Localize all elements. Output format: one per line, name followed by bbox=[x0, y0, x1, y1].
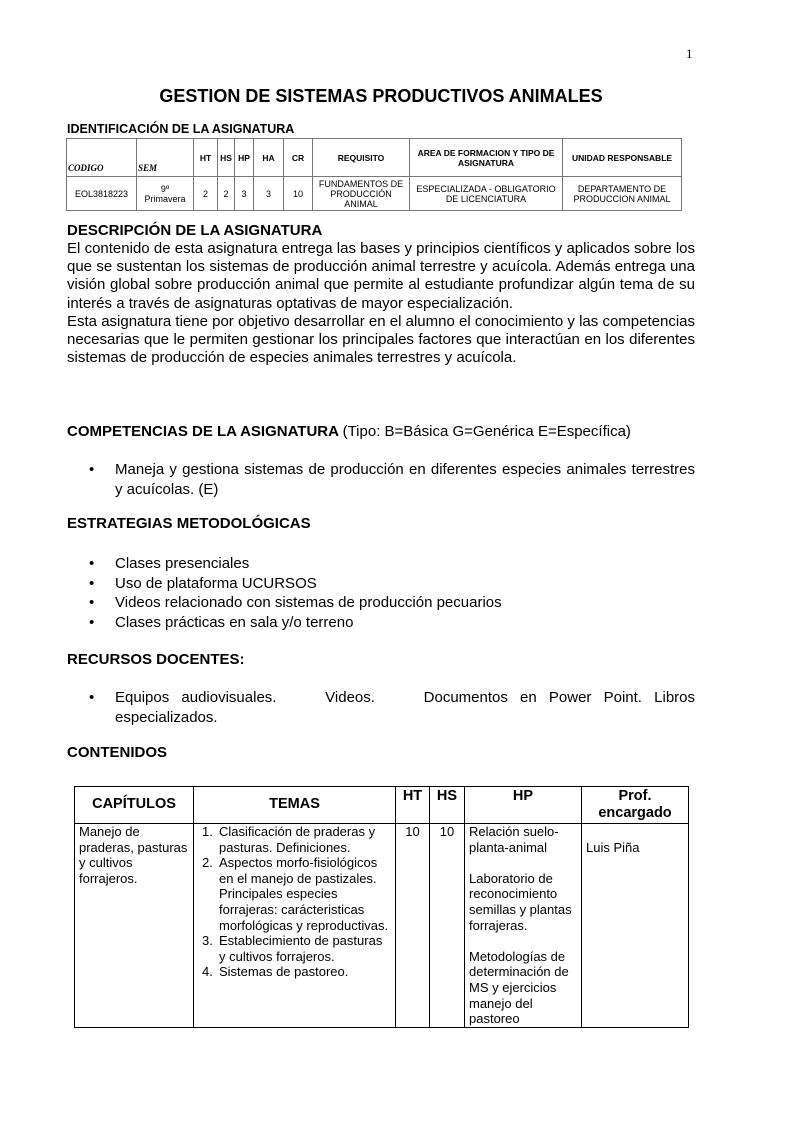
cell-hs: 10 bbox=[430, 824, 465, 1028]
list-item bbox=[67, 460, 695, 499]
col-ht: HT bbox=[396, 787, 430, 824]
competencias-heading bbox=[67, 423, 631, 440]
competencias-title: COMPETENCIAS DE LA ASIGNATURA bbox=[67, 423, 339, 440]
document-title: GESTION DE SISTEMAS PRODUCTIVOS ANIMALES bbox=[159, 86, 603, 106]
recursos-list bbox=[67, 688, 700, 727]
hp-item: Metodologías de determinación de MS y ejercicios manejo del pastoreo bbox=[469, 948, 569, 1027]
col-sem: SEM bbox=[137, 139, 194, 177]
list-item-text: Videos relacionado con sistemas de producción pecuarios bbox=[115, 594, 502, 611]
list-item-text: Clases prácticas en sala y/o terreno bbox=[115, 613, 354, 631]
cell-sem-name: Primavera bbox=[144, 193, 186, 204]
bullet-icon: • bbox=[89, 461, 95, 478]
list-item-text: Maneja y gestiona sistemas de producción en diferentes especies animales terrestres y acuícolas. (E) bbox=[115, 461, 695, 498]
list-item-text: Clasificación de praderas y pasturas. Definiciones. bbox=[219, 824, 376, 855]
list-item bbox=[67, 593, 695, 613]
list-item-text: Aspectos morfo-fisiológicos en el manejo de pastizales. Principales especies forrajeras: carácteristicas morfológicas y reproductivas. bbox=[219, 855, 389, 933]
list-item bbox=[67, 688, 700, 727]
bullet-icon: • bbox=[89, 574, 95, 592]
bullet-icon: • bbox=[89, 594, 95, 611]
cell-codigo: EOL3818223 bbox=[67, 177, 137, 211]
cell-hp bbox=[465, 824, 582, 1028]
list-item-text: Establecimiento de pasturas y cultivos forrajeros. bbox=[219, 933, 383, 964]
competencias-tipo: (Tipo: B=Básica G=Genérica E=Específica) bbox=[342, 423, 631, 440]
contenidos-table bbox=[74, 786, 689, 1028]
list-item bbox=[67, 574, 695, 594]
col-hp: HP bbox=[235, 139, 254, 177]
col-hs: HS bbox=[218, 139, 235, 177]
cell-sem bbox=[137, 177, 194, 211]
contenidos-heading: CONTENIDOS bbox=[67, 744, 168, 761]
col-hs: HS bbox=[430, 787, 465, 824]
list-item: 3. Establecimiento de pasturas y cultivos forrajeros. bbox=[202, 933, 383, 964]
list-item bbox=[67, 554, 695, 574]
list-item-text: Clases presenciales bbox=[115, 555, 250, 572]
cell-capitulo: Manejo de praderas, pasturas y cultivos forrajeros. bbox=[75, 824, 194, 1028]
col-unidad: UNIDAD RESPONSABLE bbox=[563, 139, 682, 177]
recursos-heading: RECURSOS DOCENTES: bbox=[67, 651, 245, 668]
list-item-text: Sistemas de pastoreo. bbox=[219, 964, 349, 980]
list-item-text: Uso de plataforma UCURSOS bbox=[115, 574, 317, 592]
descripcion-paragraph: Esta asignatura tiene por objetivo desarrollar en el alumno el conocimiento y las competencias necesarias que le permiten gestionar los principales factores que interactúan en los diferentes sistemas de producción de especies animales terrestres y acuícola. bbox=[67, 312, 695, 367]
cell-cr: 10 bbox=[284, 177, 313, 211]
col-capitulos: CAPÍTULOS bbox=[75, 787, 194, 824]
cell-ht: 2 bbox=[194, 177, 218, 211]
col-ha: HA bbox=[254, 139, 284, 177]
cell-area: ESPECIALIZADA - OBLIGATORIO DE LICENCIATURA bbox=[410, 177, 563, 211]
col-cr: CR bbox=[284, 139, 313, 177]
prof-name: Luis Piña bbox=[586, 839, 640, 855]
bullet-icon: • bbox=[89, 613, 95, 631]
col-requisito: REQUISITO bbox=[313, 139, 410, 177]
hp-item: Laboratorio de reconocimiento semillas y plantas forrajeras. bbox=[469, 870, 572, 933]
cell-unidad: DEPARTAMENTO DE PRODUCCION ANIMAL bbox=[563, 177, 682, 211]
competencias-list bbox=[67, 460, 695, 499]
list-item: 1. Clasificación de praderas y pasturas. Definiciones. bbox=[202, 824, 376, 855]
table-row bbox=[75, 824, 689, 1028]
estrategias-list bbox=[67, 554, 695, 632]
cell-hp: 3 bbox=[235, 177, 254, 211]
descripcion-heading: DESCRIPCIÓN DE LA ASIGNATURA bbox=[67, 222, 323, 239]
page-number: 1 bbox=[686, 46, 693, 61]
cell-hs: 2 bbox=[218, 177, 235, 211]
identificacion-table bbox=[66, 138, 682, 211]
cell-ht: 10 bbox=[396, 824, 430, 1028]
hp-item: Relación suelo-planta-animal bbox=[469, 824, 559, 855]
bullet-icon: • bbox=[89, 555, 95, 572]
cell-sem-num: 9º bbox=[160, 183, 170, 194]
list-item: 4. Sistemas de pastoreo. bbox=[202, 964, 349, 980]
bullet-icon: • bbox=[89, 689, 95, 706]
cell-ha: 3 bbox=[254, 177, 284, 211]
cell-temas bbox=[194, 824, 396, 1028]
col-area: AREA DE FORMACION Y TIPO DE ASIGNATURA bbox=[410, 139, 563, 177]
identificacion-heading: IDENTIFICACIÓN DE LA ASIGNATURA bbox=[67, 122, 295, 136]
cell-requisito: FUNDAMENTOS DE PRODUCCIÓN ANIMAL bbox=[313, 177, 410, 211]
col-hp: HP bbox=[465, 787, 582, 824]
temas-list bbox=[198, 824, 391, 980]
estrategias-heading: ESTRATEGIAS METODOLÓGICAS bbox=[67, 515, 311, 532]
list-item bbox=[67, 613, 695, 633]
identificacion-header-row bbox=[67, 139, 682, 177]
identificacion-data-row bbox=[67, 177, 682, 211]
cell-prof bbox=[582, 824, 689, 1028]
col-ht: HT bbox=[194, 139, 218, 177]
list-item-text: Equipos audiovisuales. Videos. Documentos en Power Point. Libros especializados. bbox=[115, 689, 700, 726]
col-codigo: CODIGO bbox=[67, 139, 137, 177]
contenidos-header-row bbox=[75, 787, 689, 824]
col-prof: Prof. encargado bbox=[582, 787, 689, 824]
descripcion-text bbox=[67, 240, 695, 367]
col-temas: TEMAS bbox=[194, 787, 396, 824]
descripcion-paragraph: El contenido de esta asignatura entrega las bases y principios científicos y aplicados sobre los que se sustentan los sistemas de producción animal terrestre y acuícola. Además entrega una visión global sobre producción animal que permite al estudiante profundizar algún tema de su interés a través de asignaturas optativas de mayor especialización. bbox=[67, 240, 695, 312]
list-item: 2. Aspectos morfo-fisiológicos en el manejo de pastizales. Principales especies forrajeras: carácteristicas morfológicas y reproductivas. bbox=[202, 855, 389, 933]
